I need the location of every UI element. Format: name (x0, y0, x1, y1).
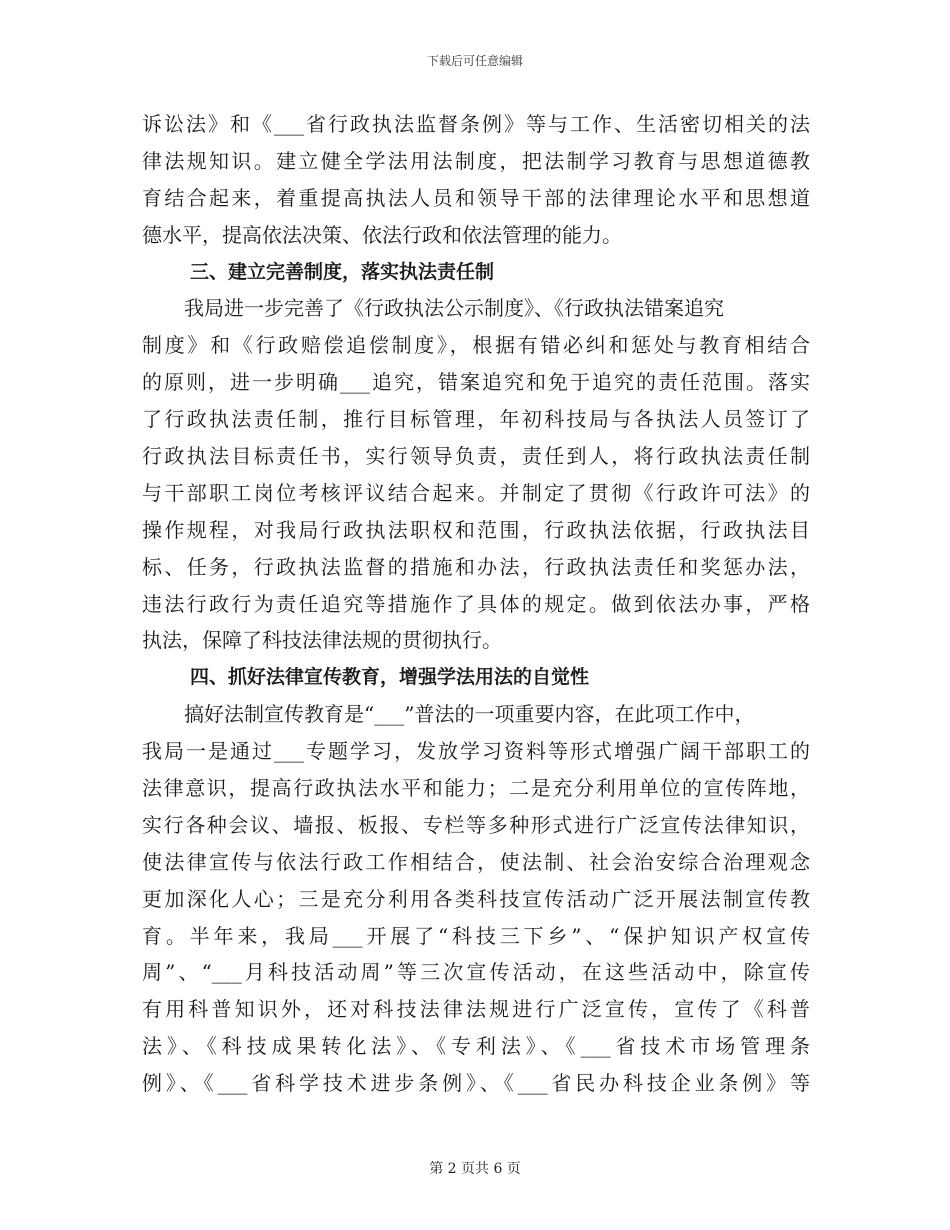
text-line: 实行各种会议、墙报、板报、专栏等多种形式进行广泛宣传法律知识， (142, 812, 810, 837)
text-line: 更加深化人心；三是充分利用各类科技宣传活动广泛开展法制宣传教 (142, 886, 810, 911)
text-line: 法律意识，提高行政执法水平和能力；二是充分利用单位的宣传阵地， (142, 776, 810, 801)
text-line: 标、任务，行政执法监督的措施和办法，行政执法责任和奖惩办法， (142, 554, 810, 579)
text-line: 育结合起来，着重提高执法人员和领导干部的法律理论水平和思想道 (142, 185, 810, 210)
text-line: 我局进一步完善了《行政执法公示制度》、《行政执法错案追究 (184, 296, 724, 321)
text-line: 例》、《___省科学技术进步条例》、《___省民办科技企业条例》等 (142, 1071, 810, 1096)
text-line: 周”、“___月科技活动周”等三次宣传活动，在这些活动中，除宣传 (142, 960, 810, 985)
text-line: 律法规知识。建立健全学法用法制度，把法制学习教育与思想道德教 (142, 148, 810, 173)
text-line: 法》、《科技成果转化法》、《专利法》、《___省技术市场管理条 (142, 1034, 810, 1059)
text-line: 有用科普知识外，还对科技法律法规进行广泛宣传，宣传了《科普 (142, 997, 810, 1022)
section-heading: 四、抓好法律宣传教育，增强学法用法的自觉性 (190, 666, 590, 689)
text-line: 违法行政行为责任追究等措施作了具体的规定。做到依法办事，严格 (142, 591, 810, 616)
text-line: 诉讼法》和《___省行政执法监督条例》等与工作、生活密切相关的法 (142, 112, 810, 136)
text-line: 操作规程，对我局行政执法职权和范围，行政执法依据，行政执法目 (142, 517, 810, 542)
text-line: 行政执法目标责任书，实行领导负责，责任到人，将行政执法责任制 (142, 444, 810, 469)
text-line: 使法律宣传与依法行政工作相结合，使法制、社会治安综合治理观念 (142, 849, 810, 874)
text-line: 执法，保障了科技法律法规的贯彻执行。 (142, 628, 502, 653)
text-line: 我局一是通过___专题学习，发放学习资料等形式增强广阔干部职工的 (142, 739, 810, 764)
text-line: 了行政执法责任制，推行目标管理，年初科技局与各执法人员签订了 (142, 407, 810, 432)
text-line: 搞好法制宣传教育是“___”普法的一项重要内容，在此项工作中， (184, 702, 755, 727)
document-body (142, 106, 810, 1102)
text-line: 育。半年来，我局___开展了“科技三下乡”、“保护知识产权宣传 (142, 923, 810, 948)
text-line: 的原则，进一步明确___追究，错案追究和免于追究的责任范围。落实 (142, 370, 810, 395)
text-line: 制度》和《行政赔偿追偿制度》，根据有错必纠和惩处与教育相结合 (142, 333, 810, 358)
text-line: 德水平，提高依法决策、依法行政和依法管理的能力。 (142, 222, 622, 247)
text-line: 与干部职工岗位考核评议结合起来。并制定了贯彻《行政许可法》的 (142, 480, 810, 505)
page-footer: 第 2 页共 6 页 (429, 1161, 521, 1177)
section-heading: 三、建立完善制度，落实执法责任制 (190, 260, 495, 283)
page-header: 下载后可任意编辑 (426, 54, 523, 68)
